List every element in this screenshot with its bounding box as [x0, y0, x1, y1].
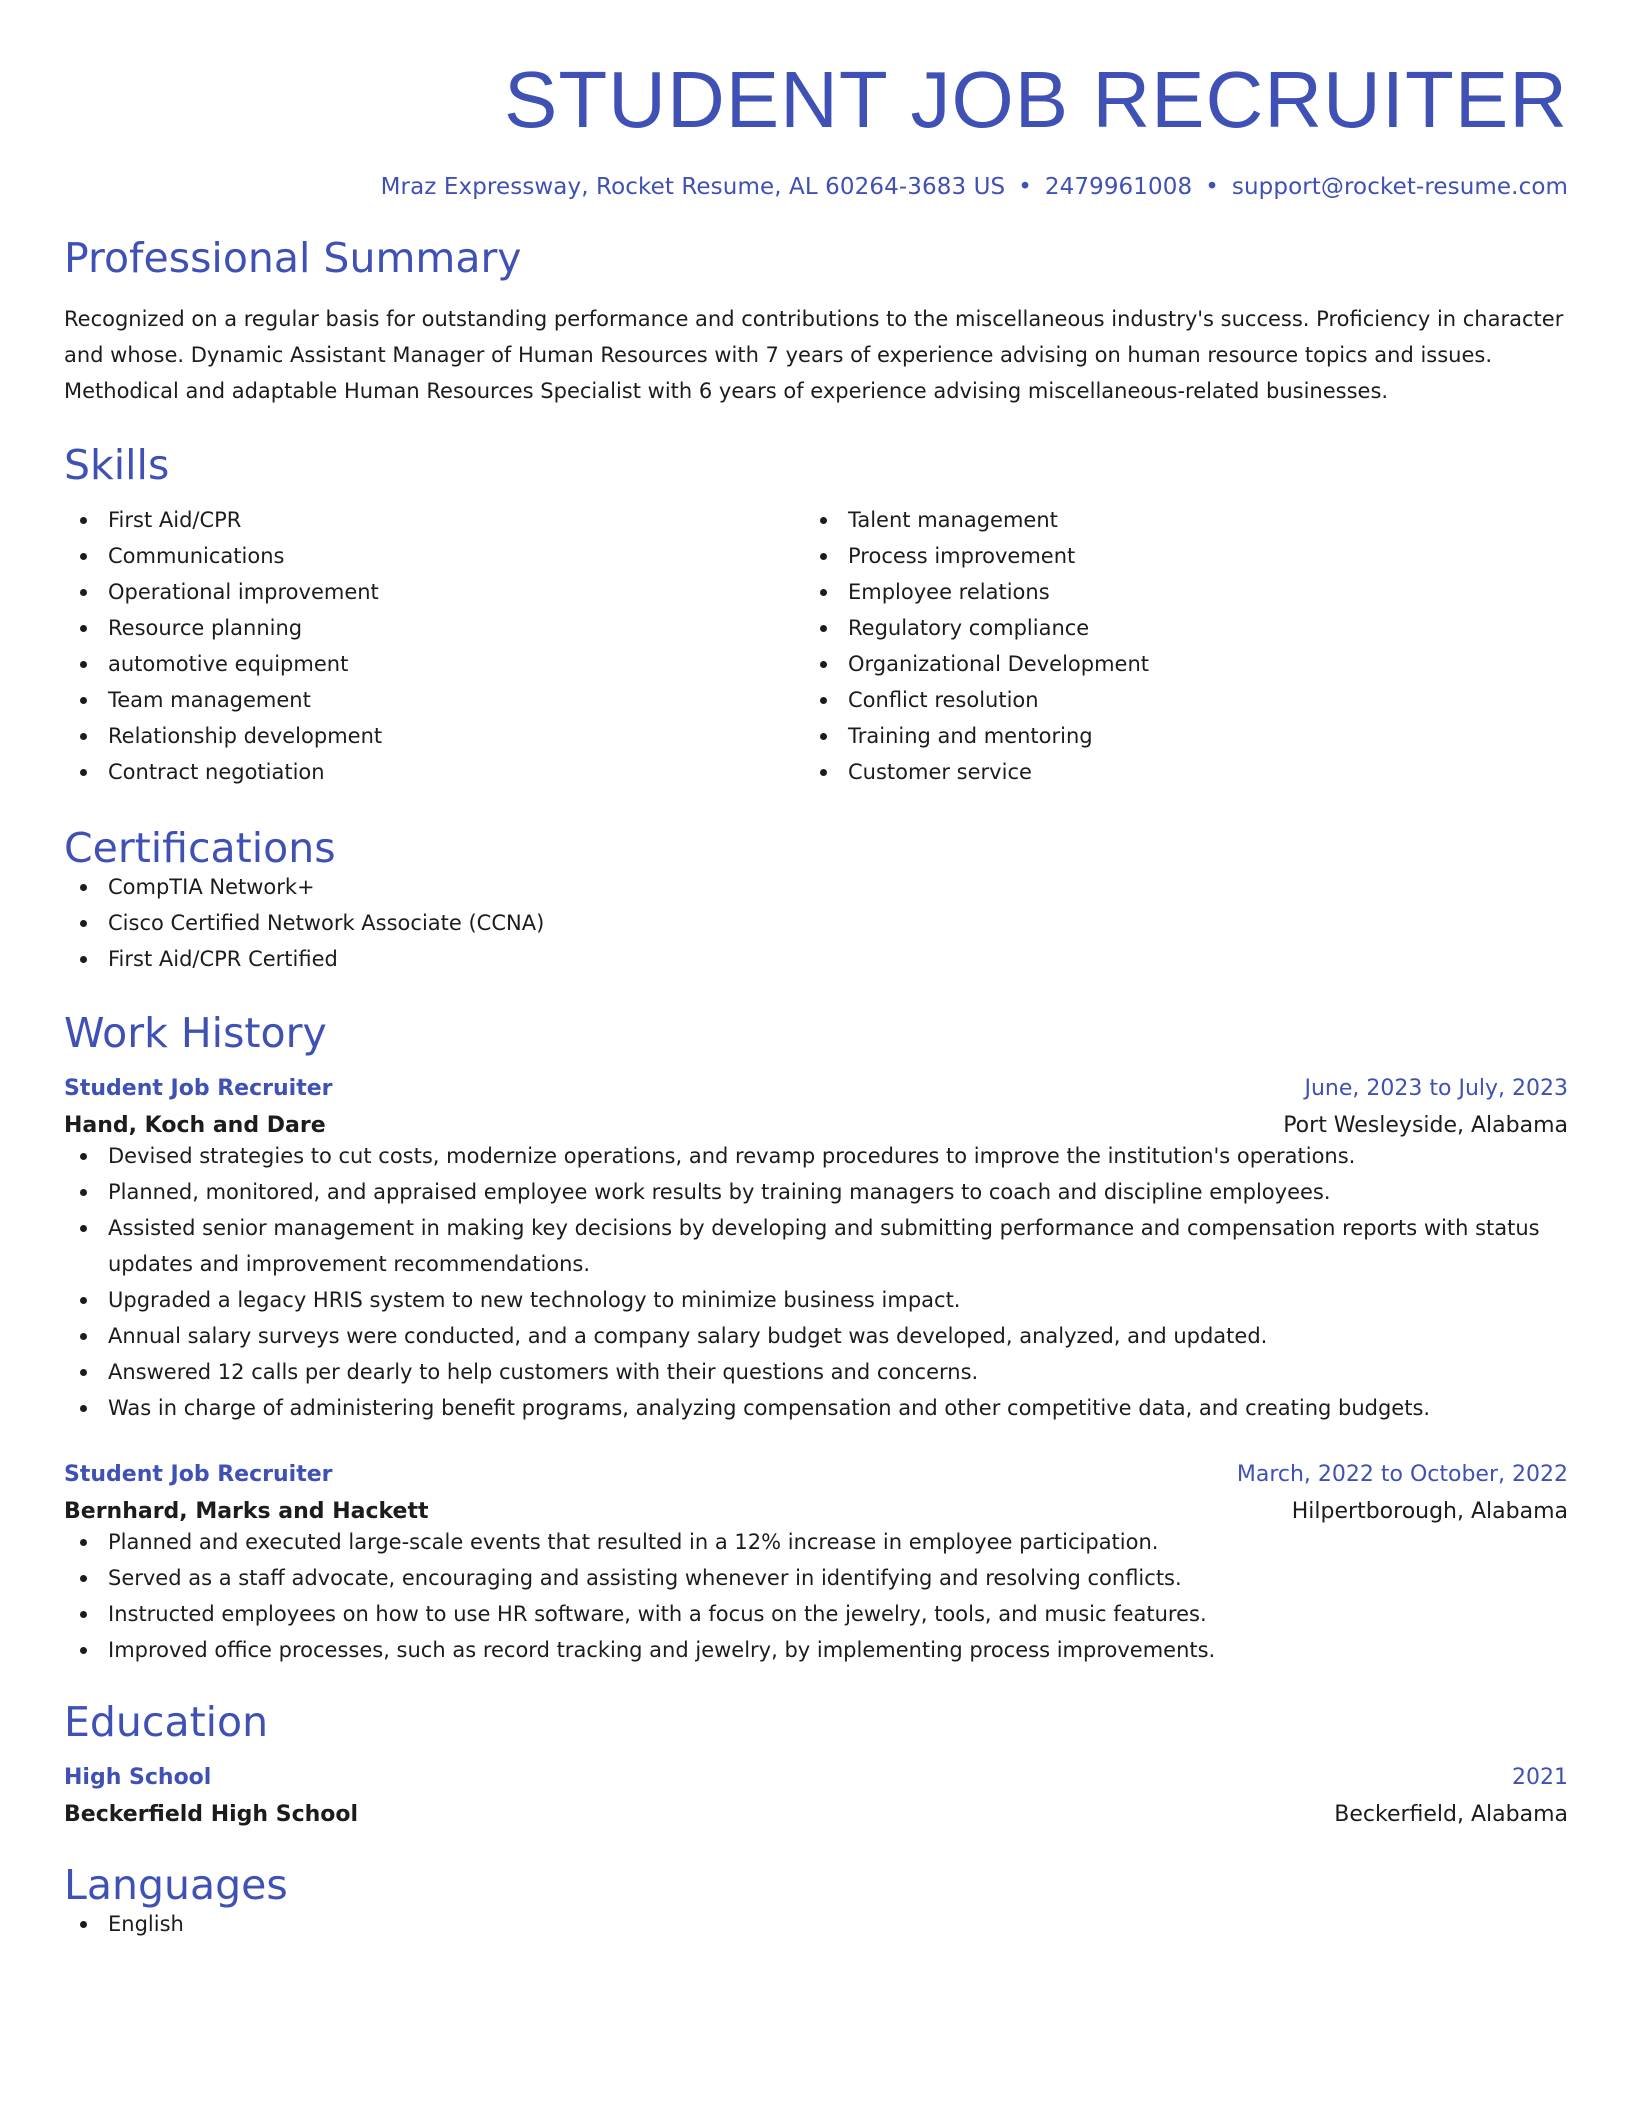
job-bullet: Answered 12 calls per dearly to help customers with their questions and concerns.	[64, 1354, 1568, 1390]
job-company-row	[64, 1113, 1568, 1138]
education-degree: High School	[64, 1765, 212, 1790]
job-entry	[64, 1462, 1568, 1668]
job-bullets	[64, 1138, 1568, 1426]
job-company-row	[64, 1499, 1568, 1524]
skill-item: Process improvement	[804, 538, 1544, 574]
summary-text: Recognized on a regular basis for outstanding performance and contributions to the miscellaneous industry's success. Proficiency in character and whose. Dynamic Assistant Manager of Human Resources with 7 years of experience advising on human resource topics and issues. Methodical and adaptable Human Resources Specialist with 6 years of experience advising miscellaneous-related businesses.	[64, 307, 1564, 403]
job-bullet: Planned, monitored, and appraised employee work results by training managers to coach and discipline employees.	[64, 1174, 1568, 1210]
skill-item: Regulatory compliance	[804, 610, 1544, 646]
job-bullet: Instructed employees on how to use HR software, with a focus on the jewelry, tools, and music features.	[64, 1596, 1568, 1632]
education-school: Beckerfield High School	[64, 1802, 359, 1827]
resume-header	[64, 55, 1568, 200]
skill-item: Relationship development	[64, 718, 804, 754]
certification-item: Cisco Certified Network Associate (CCNA)	[64, 905, 1568, 941]
certification-item: First Aid/CPR Certified	[64, 941, 1568, 977]
job-location: Port Wesleyside, Alabama	[1283, 1113, 1568, 1138]
contact-separator: •	[1018, 174, 1032, 200]
skill-item: automotive equipment	[64, 646, 804, 682]
skill-item: Employee relations	[804, 574, 1544, 610]
job-bullets	[64, 1524, 1568, 1668]
skills-list-right	[804, 502, 1544, 790]
summary-heading: Professional Summary	[64, 234, 522, 282]
contact-phone: 2479961008	[1044, 174, 1193, 200]
skill-item: Team management	[64, 682, 804, 718]
job-title: Student Job Recruiter	[64, 1076, 333, 1101]
contact-email[interactable]: support@rocket-resume.com	[1231, 174, 1568, 200]
certifications-heading: Certifications	[64, 824, 336, 872]
work-history-heading: Work History	[64, 1009, 327, 1057]
job-header-row	[64, 1462, 1568, 1487]
contact-separator: •	[1205, 174, 1219, 200]
skill-item: Operational improvement	[64, 574, 804, 610]
contact-line	[64, 174, 1568, 200]
job-bullet: Assisted senior management in making key decisions by developing and submitting performance and compensation reports with status updates and improvement recommendations.	[64, 1210, 1568, 1282]
skill-item: Resource planning	[64, 610, 804, 646]
skill-item: Communications	[64, 538, 804, 574]
education-entry	[64, 1765, 1568, 1827]
job-bullet: Devised strategies to cut costs, modernize operations, and revamp procedures to improve the institution's operations.	[64, 1138, 1568, 1174]
skill-item: Talent management	[804, 502, 1544, 538]
job-bullet: Served as a staff advocate, encouraging and assisting whenever in identifying and resolving conflicts.	[64, 1560, 1568, 1596]
job-bullet: Was in charge of administering benefit programs, analyzing compensation and other competitive data, and creating budgets.	[64, 1390, 1568, 1426]
languages-list	[64, 1906, 1568, 1942]
education-year: 2021	[1512, 1765, 1568, 1790]
job-location: Hilpertborough, Alabama	[1291, 1499, 1568, 1524]
certifications-list	[64, 869, 1568, 977]
job-company: Hand, Koch and Dare	[64, 1113, 326, 1138]
languages-heading: Languages	[64, 1861, 288, 1909]
skill-item: Organizational Development	[804, 646, 1544, 682]
skills-list-left	[64, 502, 804, 790]
language-item: English	[64, 1906, 1568, 1942]
education-header-row	[64, 1765, 1568, 1790]
candidate-name: STUDENT JOB RECRUITER	[503, 55, 1568, 144]
job-bullet: Annual salary surveys were conducted, and a company salary budget was developed, analyzed, and updated.	[64, 1318, 1568, 1354]
skill-item: Conflict resolution	[804, 682, 1544, 718]
job-bullet: Planned and executed large-scale events that resulted in a 12% increase in employee participation.	[64, 1524, 1568, 1560]
skills-heading: Skills	[64, 441, 170, 489]
certification-item: CompTIA Network+	[64, 869, 1568, 905]
skill-item: Customer service	[804, 754, 1544, 790]
skill-item: Contract negotiation	[64, 754, 804, 790]
education-location: Beckerfield, Alabama	[1334, 1802, 1568, 1827]
education-school-row	[64, 1802, 1568, 1827]
job-bullet: Improved office processes, such as record tracking and jewelry, by implementing process improvements.	[64, 1632, 1568, 1668]
skills-grid	[64, 502, 1568, 790]
job-title: Student Job Recruiter	[64, 1462, 333, 1487]
job-bullet: Upgraded a legacy HRIS system to new technology to minimize business impact.	[64, 1282, 1568, 1318]
job-dates: March, 2022 to October, 2022	[1236, 1462, 1568, 1487]
job-dates: June, 2023 to July, 2023	[1304, 1076, 1568, 1101]
skill-item: First Aid/CPR	[64, 502, 804, 538]
job-header-row	[64, 1076, 1568, 1101]
job-entry	[64, 1076, 1568, 1426]
skill-item: Training and mentoring	[804, 718, 1544, 754]
education-heading: Education	[64, 1698, 269, 1746]
contact-address: Mraz Expressway, Rocket Resume, AL 60264-3683 US	[380, 174, 1006, 200]
job-company: Bernhard, Marks and Hackett	[64, 1499, 429, 1524]
